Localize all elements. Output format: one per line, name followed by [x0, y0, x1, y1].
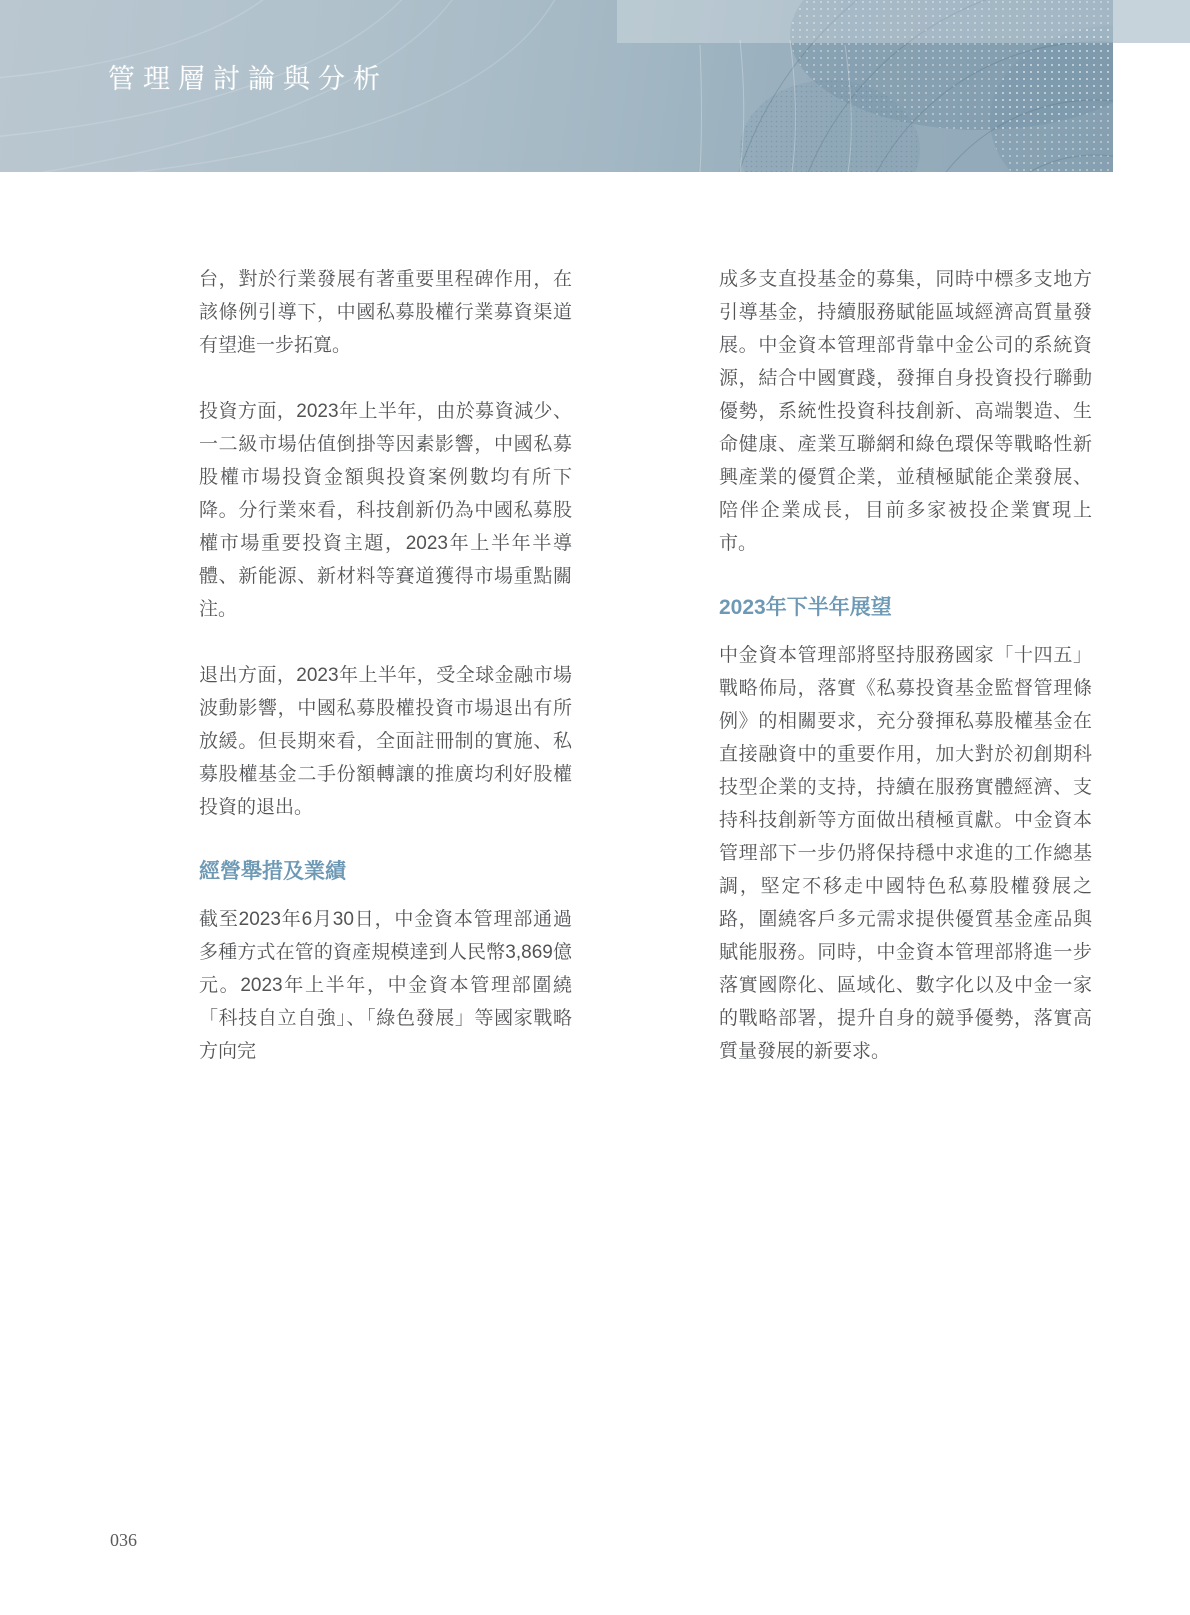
left-column: [199, 263, 572, 1101]
paragraph: 中金資本管理部將堅持服務國家「十四五」戰略佈局，落實《私募投資基金監督管理條例》的相關要求，充分發揮私募股權基金在直接融資中的重要作用，加大對於初創期科技型企業的支持，持續在服務實體經濟、支持科技創新等方面做出積極貢獻。中金資本管理部下一步仍將保持穩中求進的工作總基調，堅定不移走中國特色私募股權發展之路，圍繞客戶多元需求提供優質基金產品與賦能服務。同時，中金資本管理部將進一步落實國際化、區域化、數字化以及中金一家的戰略部署，提升自身的競爭優勢，落實高質量發展的新要求。: [719, 645, 1092, 1062]
right-column: [719, 263, 1092, 1101]
section-heading-operations: 經營舉措及業績: [199, 860, 346, 883]
paragraph: 退出方面，2023年上半年，受全球金融市場波動影響，中國私募股權投資市場退出有所放緩。但長期來看，全面註冊制的實施、私募股權基金二手份額轉讓的推廣均利好股權投資的退出。: [199, 665, 572, 818]
page-title: 管理層討論與分析: [108, 64, 388, 94]
page-number: 036: [110, 1530, 137, 1550]
header-highlight-overlay: [617, 0, 1113, 43]
paragraph: 截至2023年6月30日，中金資本管理部通過多種方式在管的資產規模達到人民幣3,869億元。2023年上半年，中金資本管理部圍繞「科技自立自強」、「綠色發展」等國家戰略方向完: [199, 909, 572, 1062]
paragraph: 台，對於行業發展有著重要里程碑作用，在該條例引導下，中國私募股權行業募資渠道有望進一步拓寬。: [199, 269, 572, 356]
paragraph: 投資方面，2023年上半年，由於募資減少、一二級市場估值倒掛等因素影響，中國私募股權市場投資金額與投資案例數均有所下降。分行業來看，科技創新仍為中國私募股權市場重要投資主題，2023年上半年半導體、新能源、新材料等賽道獲得市場重點關注。: [199, 401, 572, 620]
header-corner-block: [1113, 0, 1190, 43]
section-heading-outlook: 2023年下半年展望: [719, 596, 892, 619]
paragraph: 成多支直投基金的募集，同時中標多支地方引導基金，持續服務賦能區域經濟高質量發展。中金資本管理部背靠中金公司的系統資源，結合中國實踐，發揮自身投資投行聯動優勢，系統性投資科技創新、高端製造、生命健康、產業互聯網和綠色環保等戰略性新興產業的優質企業，並積極賦能企業發展、陪伴企業成長，目前多家被投企業實現上市。: [719, 269, 1092, 554]
